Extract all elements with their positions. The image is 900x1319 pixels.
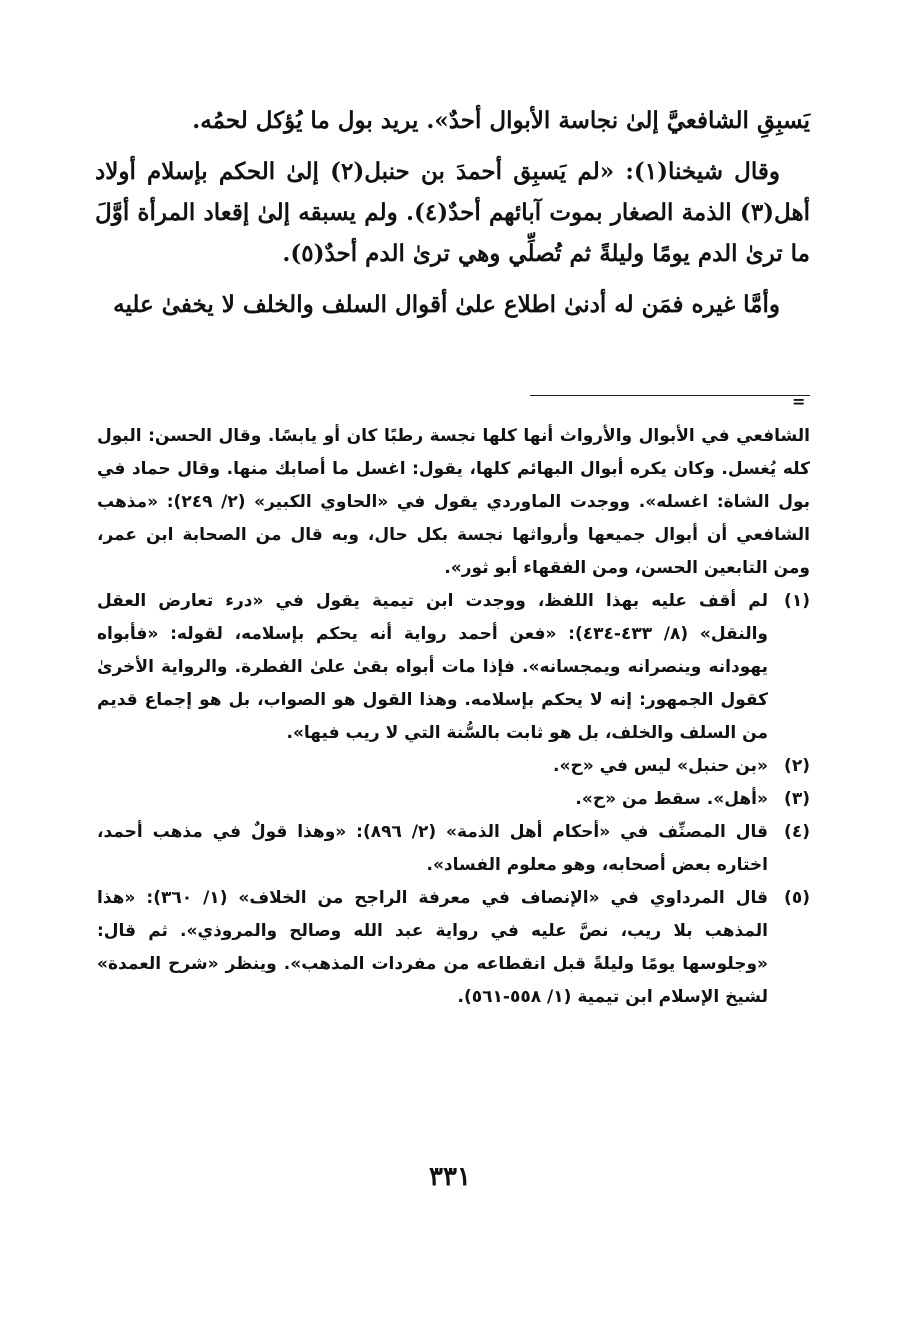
footnote-number: (١)	[784, 591, 810, 611]
footnote-continuation: الشافعي في الأبوال والأرواث أنها كلها نجسة رطبًا كان أو يابسًا. وقال الحسن: البول كله يُغسل. وكان يكره أبوال البهائم كلها، يقول: اغسل ما أصابك منها. وقال حماد في بول الشاة: اغسله». ووجدت الماوردي يقول في «الحاوي الكبير» (٢/ ٢٤٩): «مذهب الشافعي أن أبوال جميعها وأرواثها نجسة بكل حال، وبه قال من الصحابة ابن عمر، ومن التابعين الحسن، ومن الفقهاء أبو ثور».	[97, 426, 810, 578]
footnote-number: (٤)	[784, 822, 810, 842]
footnote-2	[97, 750, 810, 783]
footnote-number: (٢)	[784, 756, 810, 776]
footnote-text: «أهل». سقط من «ح».	[575, 789, 768, 809]
footnote-text: «بن حنبل» ليس في «ح».	[553, 756, 768, 776]
footnote-number: (٣)	[784, 789, 810, 809]
footnote-4	[97, 816, 810, 882]
footnote-divider	[530, 395, 810, 396]
page-number: ٣٣١	[429, 1162, 471, 1192]
footnote-continuation-mark: =	[792, 392, 806, 411]
footnote-text: قال المصنِّف في «أحكام أهل الذمة» (٢/ ٨٩٦): «وهذا قولٌ في مذهب أحمد، اختاره بعض أصحابه، وهو معلوم الفساد».	[97, 822, 768, 875]
footnote-5	[97, 882, 810, 1014]
footnote-3	[97, 783, 810, 816]
footnote-text: قال المرداوي في «الإنصاف في معرفة الراجح من الخلاف» (١/ ٣٦٠): «هذا المذهب بلا ريب، نصَّ عليه في رواية عبد الله وصالح والمروذي». ثم قال: «وجلوسها يومًا وليلةً قبل انقطاعه من مفردات المذهب». وينظر «شرح العمدة» لشيخ الإسلام ابن تيمية (١/ ٥٥٨-٥٦١).	[97, 888, 768, 1007]
main-paragraph-2: وقال شيخنا(١): «لم يَسبِق أحمدَ بن حنبل(٢) إلىٰ الحكم بإسلام أولاد أهل(٣) الذمة الصغار بموت آبائهم أحدٌ(٤). ولم يسبقه إلىٰ إقعاد المرأة أوَّلَ ما ترىٰ الدم يومًا وليلةً ثم تُصلِّي وهي ترىٰ الدم أحدٌ(٥).	[95, 158, 810, 267]
footnote-number: (٥)	[784, 888, 810, 908]
main-paragraph-3: وأمَّا غيره فمَن له أدنىٰ اطلاع علىٰ أقوال السلف والخلف لا يخفىٰ عليه	[113, 291, 780, 318]
main-paragraph-1: يَسبِقِ الشافعيَّ إلىٰ نجاسة الأبوال أحدٌ». يريد بول ما يُؤكل لحمُه.	[192, 107, 810, 134]
footnotes	[97, 420, 810, 1014]
main-text	[95, 100, 810, 335]
footnote-1	[97, 585, 810, 750]
footnote-text: لم أقف عليه بهذا اللفظ، ووجدت ابن تيمية يقول في «درء تعارض العقل والنقل» (٨/ ٤٣٣-٤٣٤): «فعن أحمد رواية أنه يحكم بإسلامه، لقوله: «فأبواه يهودانه وينصرانه ويمجسانه». فإذا مات أبواه بقىٰ علىٰ الفطرة. والرواية الأخرىٰ كقول الجمهور: إنه لا يحكم بإسلامه. وهذا القول هو الصواب، بل هو إجماع قديم من السلف والخلف، بل هو ثابت بالسُّنة التي لا ريب فيها».	[97, 591, 769, 743]
